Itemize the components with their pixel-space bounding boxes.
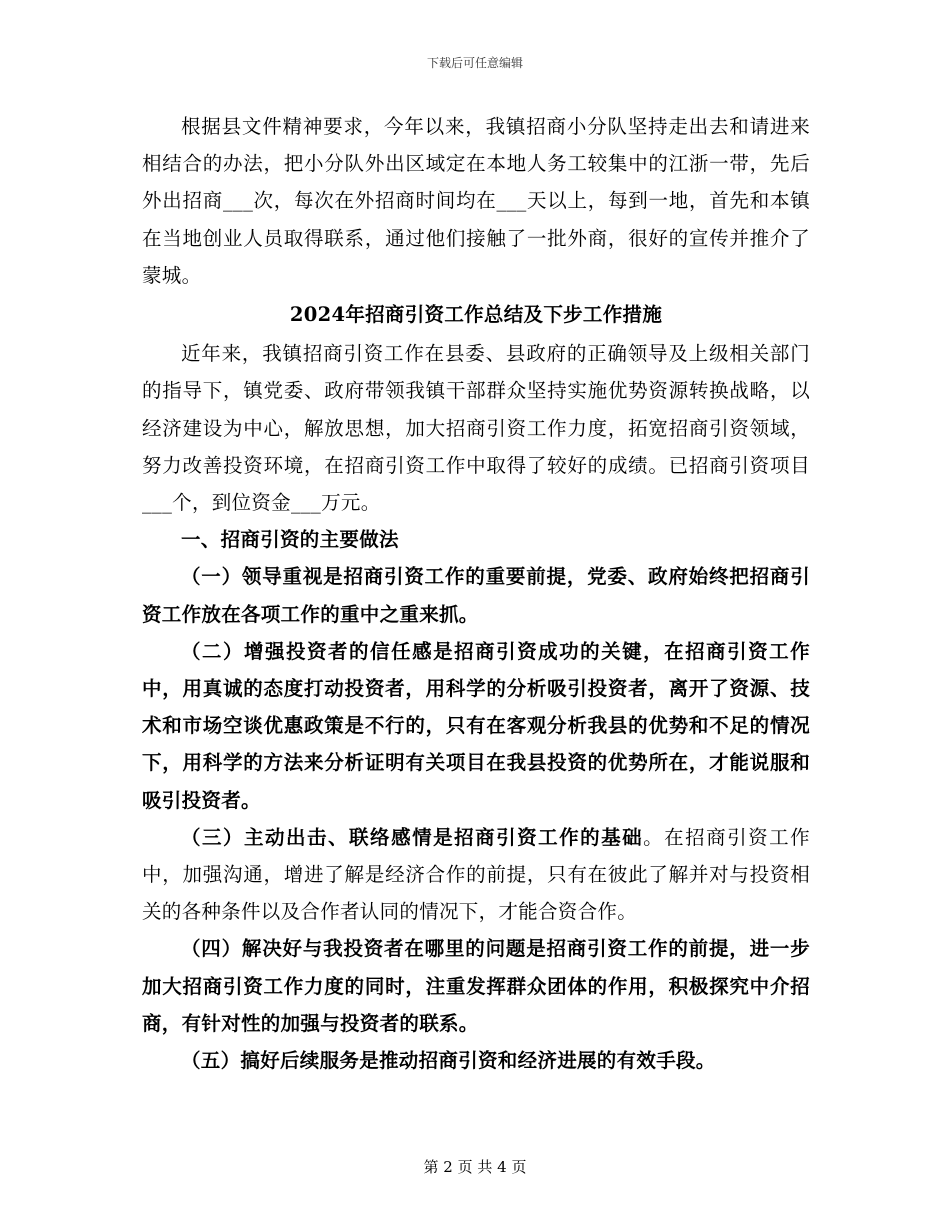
- paragraph-point-4: （四）解决好与我投资者在哪里的问题是招商引资工作的前提，进一步加大招商引资工作力度的同时，注重发挥群众团体的作用，积极探究中介招商，有针对性的加强与投资者的联系。: [142, 937, 810, 1035]
- paragraph-point-1: （一）领导重视是招商引资工作的重要前提，党委、政府始终把招商引资工作放在各项工作的重中之重来抓。: [142, 565, 810, 626]
- page-number-footer: 第 2 页 共 4 页: [423, 1158, 527, 1176]
- paragraph-point-5: （五）搞好后续服务是推动招商引资和经济进展的有效手段。: [181, 1049, 716, 1073]
- document-title: 2024年招商引资工作总结及下步工作措施: [289, 303, 663, 327]
- document-body: [142, 108, 810, 1079]
- point-3-lead: （三）主动出击、联络感情是招商引资工作的基础: [181, 825, 644, 849]
- page-header-note: 下载后可任意编辑: [426, 56, 523, 70]
- paragraph-point-3: [142, 819, 810, 931]
- paragraph-overview: 近年来，我镇招商引资工作在县委、县政府的正确领导及上级相关部门的指导下，镇党委、政府带领我镇干部群众坚持实施优势资源转换战略，以经济建设为中心，解放思想，加大招商引资工作力度，拓宽招商引资领域，努力改善投资环境，在招商引资工作中取得了较好的成绩。已招商引资项目___个，到位资金___万元。: [142, 342, 810, 515]
- paragraph-point-2: （二）增强投资者的信任感是招商引资成功的关键，在招商引资工作中，用真诚的态度打动投资者，用科学的分析吸引投资者，离开了资源、技术和市场空谈优惠政策是不行的，只有在客观分析我县的优势和不足的情况下，用科学的方法来分析证明有关项目在我县投资的优势所在，才能说服和吸引投资者。: [142, 639, 810, 812]
- section-heading-1: 一、招商引资的主要做法: [181, 528, 399, 552]
- paragraph-intro: 根据县文件精神要求，今年以来，我镇招商小分队坚持走出去和请进来相结合的办法，把小分队外出区域定在本地人务工较集中的江浙一带，先后外出招商___次，每次在外招商时间均在___天以上，每到一地，首先和本镇在当地创业人员取得联系，通过他们接触了一批外商，很好的宣传并推介了蒙城。: [142, 115, 810, 287]
- point-3-body: 。在招商引资工作中，加强沟通，增进了解是经济合作的前提，只有在彼此了解并对与投资相关的各种条件以及合作者认同的情况下，才能合资合作。: [142, 825, 810, 924]
